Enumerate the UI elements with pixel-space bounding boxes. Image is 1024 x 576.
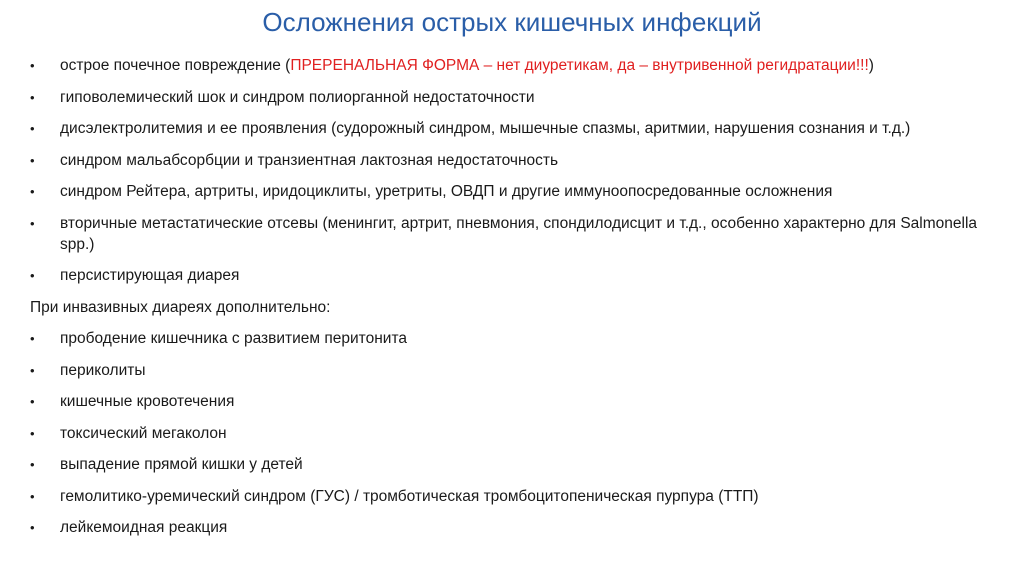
bullet-icon: • (30, 520, 35, 535)
bullet-icon: • (30, 331, 35, 346)
bullet-item (30, 213, 1005, 255)
bullet-icon: • (30, 152, 35, 168)
bullet-item (30, 265, 1005, 286)
bullet-icon: • (30, 457, 35, 472)
bullet-icon: • (30, 58, 35, 73)
bullet-text: вторичные метастатические отсевы (менингит, артрит, пневмония, спондилодисцит и т.д., особенно характерно для Salmonella spp.) (60, 214, 978, 253)
bullet-icon: • (30, 268, 35, 283)
bullet-text: выпадение прямой кишки у детей (60, 456, 303, 473)
bullet-item (30, 391, 1005, 412)
bullet-item (30, 454, 1005, 475)
section-subheading: При инвазивных диареях дополнительно: (30, 298, 331, 316)
bullet-text: кишечные кровотечения (60, 393, 235, 410)
bullet-item (30, 486, 1005, 507)
bullet-icon: • (30, 362, 35, 378)
bullet-item (30, 517, 1005, 538)
bullet-item (30, 55, 1005, 76)
bullet-text: прободение кишечника с развитием перитонита (60, 330, 407, 347)
bullet-item (30, 423, 1005, 444)
bullet-text: персистирующая диарея (60, 267, 240, 284)
slide-title: Осложнения острых кишечных инфекций (262, 7, 762, 37)
bullet-item (30, 118, 1005, 139)
bullet-text: гиповолемический шок и синдром полиорганной недостаточности (60, 88, 535, 106)
bullet-text: синдром мальабсорбции и транзиентная лактозная недостаточность (60, 151, 559, 169)
bullet-text-highlight: ПРЕРЕНАЛЬНАЯ ФОРМА – нет диуретикам, да – внутривенной регидратации!!! (290, 57, 869, 74)
bullet-icon: • (30, 215, 35, 231)
bullet-text: гемолитико-уремический синдром (ГУС) / тромботическая тромбоцитопеническая пурпура (ТТП) (60, 487, 759, 505)
bullet-item (30, 150, 1005, 171)
bullet-icon: • (30, 121, 35, 136)
slide-content (30, 55, 1005, 538)
bullet-icon: • (30, 425, 35, 441)
bullet-text: дисэлектролитемия и ее проявления (судорожный синдром, мышечные спазмы, аритмии, нарушения сознания и т.д.) (60, 120, 911, 137)
bullet-icon: • (30, 184, 35, 199)
bullet-item (30, 87, 1005, 108)
bullet-item (30, 360, 1005, 381)
bullet-icon: • (30, 488, 35, 504)
bullet-text: периколиты (60, 361, 146, 379)
bullet-item (30, 328, 1005, 349)
bullet-text-post: ) (868, 57, 874, 74)
bullet-text-pre: острое почечное повреждение ( (60, 57, 291, 74)
bullet-text: лейкемоидная реакция (60, 519, 228, 536)
bullet-icon: • (30, 89, 35, 105)
bullet-text: синдром Рейтера, артриты, иридоциклиты, уретриты, ОВДП и другие иммуноопосредованные осложнения (60, 183, 833, 200)
bullet-item (30, 181, 1005, 202)
bullet-icon: • (30, 394, 35, 409)
bullet-text: токсический мегаколон (60, 424, 227, 442)
